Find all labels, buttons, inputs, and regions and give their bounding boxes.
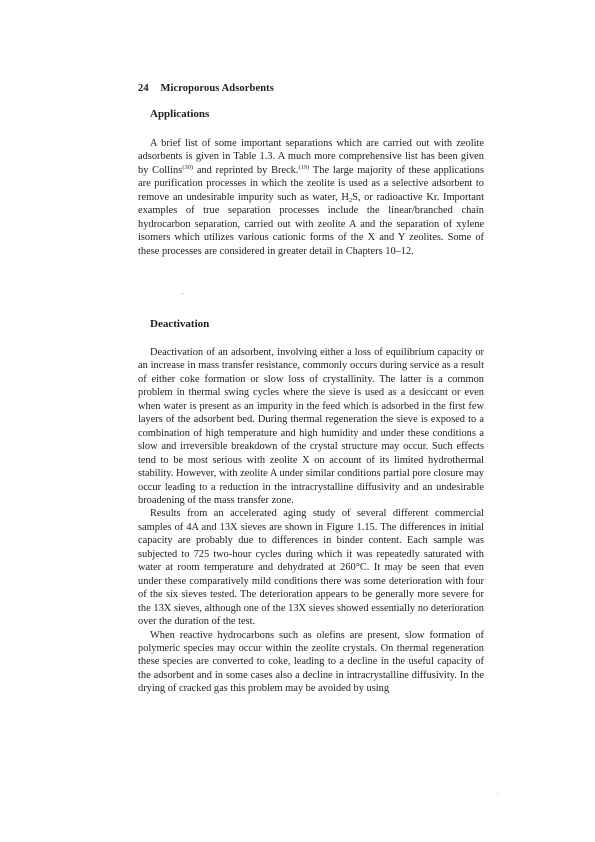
paragraph: When reactive hydrocarbons such as olefins are present, slow formation of polymeric species may occur within the zeolite crystals. On thermal regeneration these species are converted to coke, leading to a decline in the useful capacity of the adsorbent and in some cases also a decline in intracrystalline diffusivity. In the drying of cracked gas this problem may be avoided by using [138, 629, 484, 695]
section-heading-applications: Applications [150, 108, 210, 120]
page-number: 24 [138, 83, 149, 94]
running-head [138, 83, 274, 94]
scan-speck [182, 293, 183, 294]
section-heading-deactivation: Deactivation [150, 318, 210, 330]
paragraph: A brief list of some important separations which are carried out with zeolite adsorbents is given in Table 1.3. A much more comprehensive list has been given by Collins$^{(30)}$ and reprinted by Breck.$^{(19)}$ The large majority of these applications are purification processes in which the zeolite is used as a selective adsorbent to remove an undesirable impurity such as water, $H_2S$, or radioactive Kr. Important examples of true separation processes include the linear/branched chain hydrocarbon separation, carried out with zeolite A and the separation of xylene isomers which utilizes various cationic forms of the X and Y zeolites. Some of these processes are considered in greater detail in Chapters 10–12. [138, 138, 484, 257]
running-title: Microporous Adsorbents [160, 83, 274, 94]
paragraph: Deactivation of an adsorbent, involving either a loss of equilibrium capacity or an increase in mass transfer resistance, commonly occurs during service as a result of either coke formation or slow loss of crystallinity. The latter is a common problem in thermal swing cycles where the sieve is used as a desiccant or even when water is present as an impurity in the feed which is adsorbed in the first few layers of the adsorbent bed. During thermal regeneration the sieve is exposed to a combination of high temperature and high humidity and under these conditions a slow and irreversible breakdown of the crystal structure may occur. Such effects tend to be most serious with zeolite X on account of its limited hydrothermal stability. However, with zeolite A under similar conditions partial pore closure may occur leading to a reduction in the intracrystalline diffusivity and an undesirable broadening of the mass transfer zone. [138, 347, 484, 506]
scan-speck [497, 793, 498, 794]
paragraph: Results from an accelerated aging study of several different commercial samples of 4A and 13X sieves are shown in Figure 1.15. The differences in initial capacity are probably due to differences in binder content. Each sample was subjected to 725 two-hour cycles during which it was repeatedly saturated with water at room temperature and dehydrated at 260°C. It may be seen that even under these comparatively mild conditions there was some deterioration with four of the six sieves tested. The deterioration appears to be generally more severe for the 13X sieves, although one of the 13X sieves showed essentially no deterioration over the duration of the test. [138, 508, 484, 628]
deactivation-section [138, 346, 484, 696]
